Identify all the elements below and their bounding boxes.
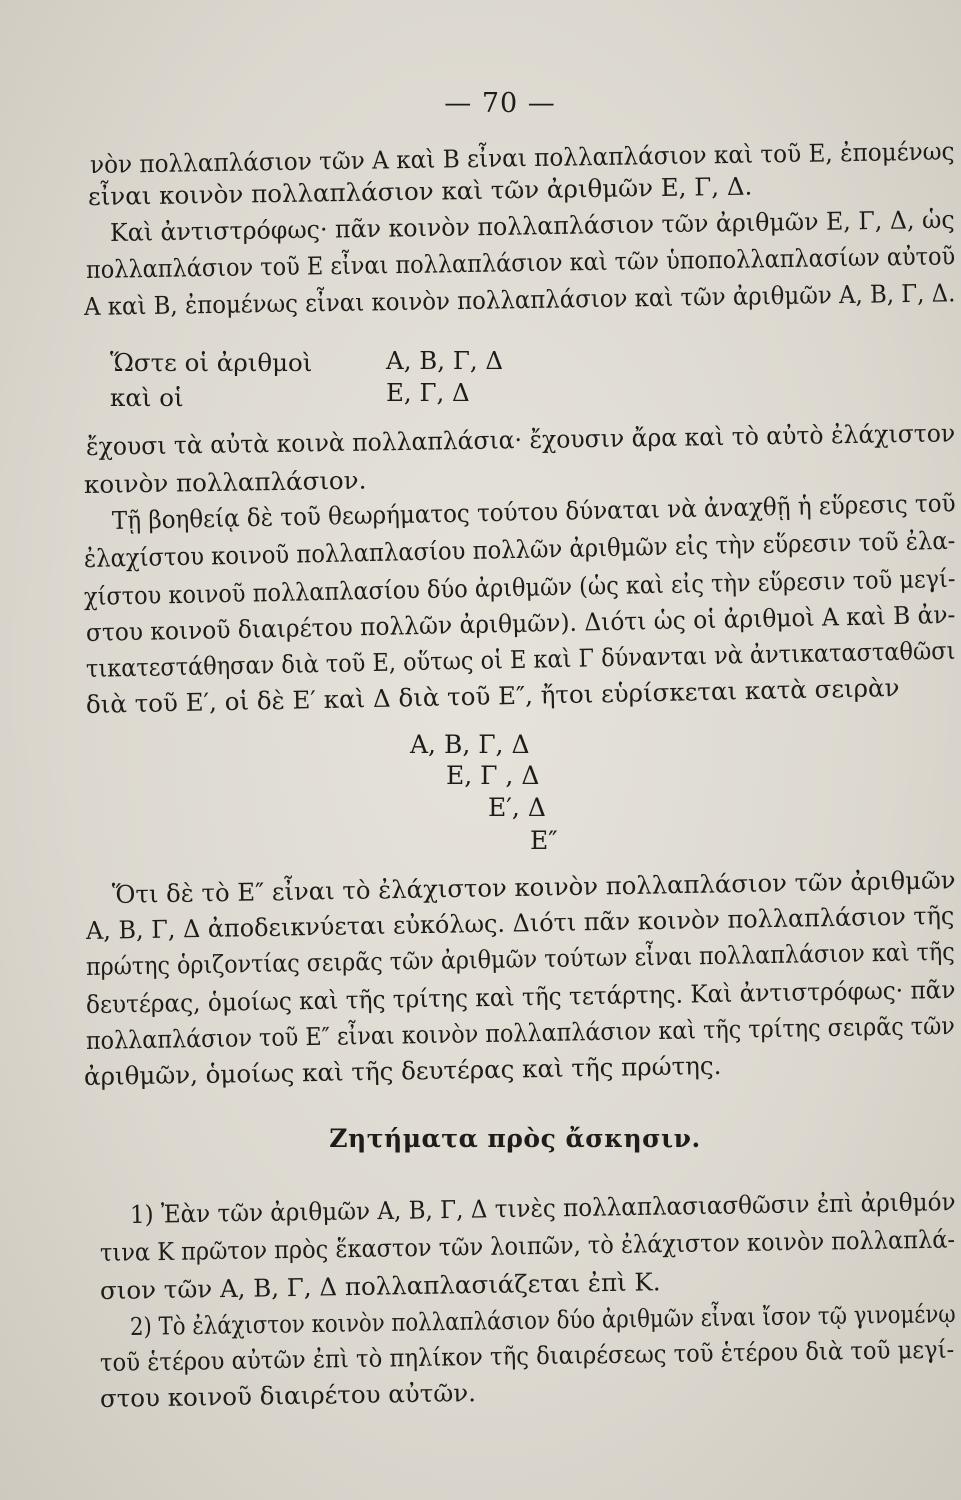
text-line: τικατεστάθησαν διὰ τοῦ Ε, οὕτως οἱ Ε καὶ Γ δύνανται νὰ ἀντικατασταθῶσι [85,635,956,683]
exercise-line: στου κοινοῦ διαιρέτου αὐτῶν. [99,1378,477,1413]
exercise-line: τοῦ ἑτέρου αὐτῶν ἐπὶ τὸ πηλίκον τῆς διαιρέσεως τοῦ ἑτέρου διὰ τοῦ μεγί- [99,1334,955,1377]
text-line: ἀριθμῶν, ὁμοίως καὶ τῆς δευτέρας καὶ τῆς πρώτης. [83,1050,722,1091]
text-line: Τῇ βοηθείᾳ δὲ τοῦ θεωρήματος τούτου δύναται νὰ ἀναχθῇ ἡ εὕρεσις τοῦ [111,488,956,535]
text-line: στου κοινοῦ διαιρέτου πολλῶν ἀριθμῶν). Διότι ὡς οἱ ἀριθμοὶ Α καὶ Β ἀν- [85,599,956,647]
text-line: νὸν πολλαπλάσιον τῶν Α καὶ Β εἶναι πολλαπλάσιον καὶ τοῦ Ε, ἐπομένως [89,136,955,179]
display-value: Ε, Γ, Δ [386,378,470,407]
text-line: δευτέρας, ὁμοίως καὶ τῆς τρίτης καὶ τῆς τετάρτης. Καὶ ἀντιστρόφως· πᾶν [85,974,956,1019]
text-line: διὰ τοῦ Ε′, οἱ δὲ Ε′ καὶ Δ διὰ τοῦ Ε″, ἤτοι εὑρίσκεται κατὰ σειρὰν [85,672,900,719]
pyramid-row: Ε″ [530,826,558,855]
text-line: ἐλαχίστου κοινοῦ πολλαπλασίου πολλῶν ἀριθμῶν εἰς τὴν εὕρεσιν τοῦ ἐλα- [83,525,956,573]
page-number: — 70 — [444,88,556,119]
exercise-line: 2) Τὸ ἐλάχιστον κοινὸν πολλαπλάσιον δύο ἀριθμῶν εἶναι ἴσον τῷ γινομένῳ [129,1299,956,1341]
display-label: καὶ οἱ [110,383,184,412]
section-heading: Ζητήματα πρὸς ἄσκησιν. [329,1124,701,1153]
display-label: Ὥστε οἱ ἀριθμοὶ [110,348,313,377]
text-line: ἔχουσι τὰ αὐτὰ κοινὰ πολλαπλάσια· ἔχουσιν ἄρα καὶ τὸ αὐτὸ ἐλάχιστον [85,418,956,461]
text-line: εἶναι κοινὸν πολλαπλάσιον καὶ τῶν ἀριθμῶν Ε, Γ, Δ. [87,171,753,211]
text-line: Α, Β, Γ, Δ ἀποδεικνύεται εὐκόλως. Διότι πᾶν κοινὸν πολλαπλάσιον τῆς [85,900,955,945]
text-line: Α καὶ Β, ἐπομένως εἶναι κοινὸν πολλαπλάσιον καὶ τῶν ἀριθμῶν Α, Β, Γ, Δ. [83,278,956,321]
display-value: Α, Β, Γ, Δ [386,346,504,375]
text-line: κοινὸν πολλαπλάσιον. [83,465,367,499]
exercise-line: τινα Κ πρῶτον πρὸς ἕκαστον τῶν λοιπῶν, τὸ ἐλάχιστον κοινὸν πολλαπλά- [99,1224,956,1267]
pyramid-row: Ε, Γ , Δ [446,761,540,790]
pyramid-row: Α, Β, Γ, Δ [410,730,530,759]
text-line: χίστου κοινοῦ πολλαπλασίου δύο ἀριθμῶν (ὡς καὶ εἰς τὴν εὕρεσιν τοῦ μεγί- [83,563,956,611]
text-line: Ὅτι δὲ τὸ Ε″ εἶναι τὸ ἐλάχιστον κοινὸν πολλαπλάσιον τῶν ἀριθμῶν [111,865,956,909]
text-line: πολλαπλάσιον τοῦ Ε εἶναι πολλαπλάσιον καὶ τῶν ὑποπολλαπλασίων αὐτοῦ [85,241,956,284]
text-line: Καὶ ἀντιστρόφως· πᾶν κοινὸν πολλαπλάσιον τῶν ἀριθμῶν Ε, Γ, Δ, ὡς [109,204,955,247]
pyramid-row: Ε′, Δ [488,793,546,822]
exercise-line: σιον τῶν Α, Β, Γ, Δ πολλαπλασιάζεται ἐπὶ Κ. [99,1267,661,1305]
text-line: πρώτης ὁριζοντίας σειρᾶς τῶν ἀριθμῶν τούτων εἶναι πολλαπλάσιον καὶ τῆς [85,936,955,981]
text-line: πολλαπλάσιον τοῦ Ε″ εἶναι κοινὸν πολλαπλάσιον καὶ τῆς τρίτης σειρᾶς τῶν [85,1010,956,1055]
exercise-line: 1) Ἐὰν τῶν ἀριθμῶν Α, Β, Γ, Δ τινὲς πολλαπλασιασθῶσιν ἐπὶ ἀριθμόν [129,1187,956,1229]
